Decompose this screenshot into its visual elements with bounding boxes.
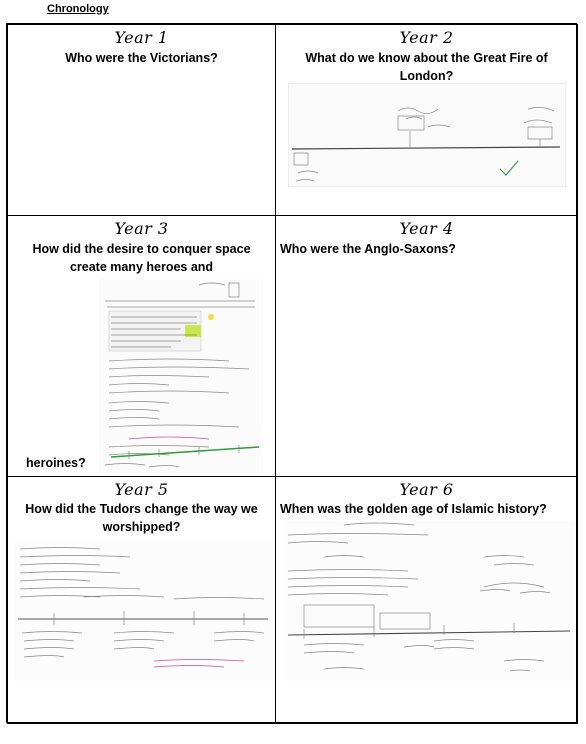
cell-year-1 [7,24,276,216]
great-fire-timeline-photo [288,83,566,187]
year-label: Year 6 [399,480,454,499]
cell-year-3 [7,215,276,477]
chronology-table [6,23,577,723]
year-label: Year 1 [114,28,169,47]
question: What do we know about the Great Fire of London? [305,51,548,83]
question: When was the golden age of Islamic history? [280,502,547,516]
question-line-1: How did the desire to conquer space [32,242,251,256]
cell-year-2 [275,24,578,216]
page-heading: Chronology [47,3,109,15]
space-heroes-worksheet-photo [99,279,263,475]
question: How did the Tudors change the way we worshipped? [25,502,258,534]
question-line-3: heroines? [26,456,86,470]
year-label: Year 4 [399,219,454,238]
year-label: Year 3 [114,219,169,238]
islamic-golden-age-timeline-photo [284,521,574,681]
question: Who were the Victorians? [65,51,218,65]
question: Who were the Anglo-Saxons? [280,242,456,256]
tudors-worship-timeline-photo [14,541,272,681]
year-label: Year 5 [114,480,169,499]
question-line-2: create many heroes and [69,260,214,274]
cell-year-5 [7,476,276,724]
year-label: Year 2 [399,28,454,47]
cell-year-6 [275,476,578,724]
cell-year-4 [275,215,578,477]
